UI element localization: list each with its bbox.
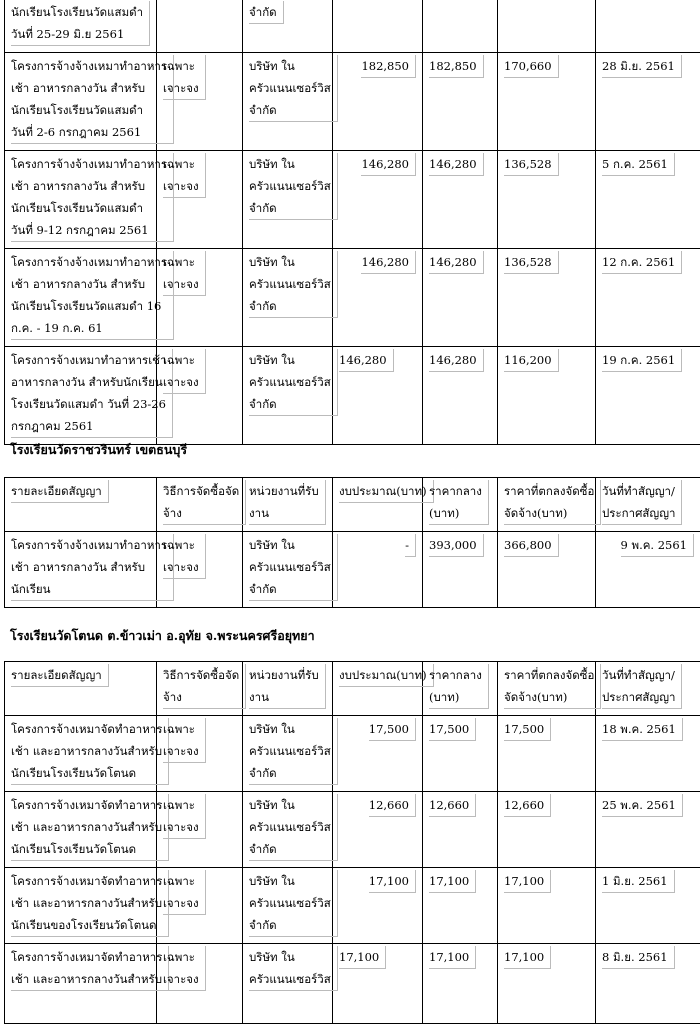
cell-line: บริษัท ใน [249,153,331,175]
cell-line: บริษัท ใน [249,718,331,740]
header-row [5,662,700,716]
cell-budget [333,532,423,608]
cell-agency [243,347,333,445]
date-value: 19 ก.ค. 2561 [602,349,682,372]
cell-detail [5,0,157,53]
cell-line: วันที่ทำสัญญา/ [602,480,675,502]
contracts-table-tanod [4,661,700,1024]
cell-line: เจาะจง [163,816,199,838]
cell-detail [5,347,157,445]
cell-line: นักเรียนโรงเรียนวัดโตนด [11,838,162,860]
price-value: 17,100 [504,946,551,969]
cell-line: โครงการจ้างเหมาจัดทำอาหาร [11,870,162,892]
cell-line: เจาะจง [163,740,199,762]
cell-line: เจาะจง [163,892,199,914]
cell-detail [5,53,157,151]
cell-detail [5,716,157,792]
cell-line: โครงการจ้างเหมาจัดทำอาหาร [11,718,162,740]
cell-budget [333,944,423,1024]
cell-date [596,944,700,1024]
cell-line: บริษัท ใน [249,794,331,816]
cell-line: ครัวแนนเซอร์วิส [249,273,331,295]
cell-line: เช้า อาหารกลางวัน สำหรับ [11,556,167,578]
cell-line: (บาท) [429,502,482,524]
column-header [423,478,498,532]
cell-detail [5,532,157,608]
cell-line: เฉพาะ [163,870,199,892]
cell-line: เช้า และอาหารกลางวันสำหรับ [11,968,162,990]
cell-line: หน่วยงานที่รับ [249,480,319,502]
cell-price [498,347,596,445]
date-value: 12 ก.ค. 2561 [602,251,682,274]
cell-line: จำกัด [249,99,331,121]
cell-line: บริษัท ใน [249,251,331,273]
cell-date [596,792,700,868]
cell-line: เฉพาะ [163,946,199,968]
price-value: 116,200 [504,349,559,372]
cell-line: โครงการจ้างเหมาจัดทำอาหาร [11,946,162,968]
cell-detail [5,868,157,944]
column-header [5,478,157,532]
cell-line: วันที่ทำสัญญา/ [602,664,675,686]
contracts-table-ratchawarin [4,477,700,608]
cell-line: โครงการจ้างจ้างเหมาทำอาหาร [11,153,167,175]
cell-budget [333,249,423,347]
cell-price [498,944,596,1024]
table-row [5,532,700,608]
cell-line: บริษัท ใน [249,870,331,892]
column-header [596,662,700,716]
cell-agency [243,53,333,151]
cell-line: หน่วยงานที่รับ [249,664,319,686]
cell-date [596,347,700,445]
budget-value: 12,660 [369,794,416,817]
cell-median [423,249,498,347]
cell-line: วันที่ 25-29 มิ.ย 2561 [11,23,143,45]
cell-line: ครัวแนนเซอร์วิส [249,816,331,838]
price-value: 136,528 [504,153,559,176]
median-value: 17,100 [429,870,476,893]
cell-median [423,868,498,944]
cell-budget [333,0,423,53]
cell-line: เช้า และอาหารกลางวันสำหรับ [11,892,162,914]
cell-line: ราคากลาง [429,664,482,686]
cell-line: เจาะจง [163,556,199,578]
cell-line: เฉพาะ [163,718,199,740]
header-row [5,478,700,532]
cell-line: เฉพาะ [163,794,199,816]
cell-line: โรงเรียนวัดแสมดำ วันที่ 23-26 [11,393,166,415]
date-value: 25 พ.ค. 2561 [602,794,683,817]
cell-line: ราคากลาง [429,480,482,502]
cell-line: จำกัด [249,197,331,219]
cell-line: งบประมาณ(บาท) [339,480,427,502]
cell-line: จ้าง [163,502,239,524]
column-header [157,662,243,716]
cell-agency [243,151,333,249]
cell-line: บริษัท ใน [249,946,331,968]
cell-price [498,249,596,347]
cell-line: เจาะจง [163,273,199,295]
column-header [243,478,333,532]
column-header [333,662,423,716]
cell-line: เช้า อาหารกลางวัน สำหรับ [11,77,167,99]
cell-line: นักเรียนของโรงเรียนวัดโตนด [11,914,162,936]
cell-line: (บาท) [429,686,482,708]
contracts-table-samaedam [4,0,700,445]
date-value: 18 พ.ค. 2561 [602,718,683,741]
cell-line: ราคาที่ตกลงจัดซื้อ [504,664,594,686]
cell-line: ครัวแนนเซอร์วิส [249,371,331,393]
cell-line: ครัวแนนเซอร์วิส [249,892,331,914]
median-value: 17,100 [429,946,476,969]
median-value: 146,280 [429,251,484,274]
cell-line: จำกัด [249,762,331,784]
cell-line: บริษัท ใน [249,349,331,371]
cell-line: ก.ค. - 19 ก.ค. 61 [11,317,167,339]
cell-line: เจาะจง [163,77,199,99]
cell-line: เจาะจง [163,371,199,393]
cell-detail [5,249,157,347]
cell-agency [243,716,333,792]
cell-line: ประกาศสัญญา [602,502,675,524]
budget-value: 146,280 [361,251,416,274]
table-row [5,53,700,151]
cell-median [423,792,498,868]
cell-line: กรกฎาคม 2561 [11,415,166,437]
date-value: 8 มิ.ย. 2561 [602,946,675,969]
cell-line: จัดจ้าง(บาท) [504,502,594,524]
cell-line: งบประมาณ(บาท) [339,664,427,686]
cell-median [423,716,498,792]
cell-line: จ้าง [163,686,239,708]
cell-median [423,944,498,1024]
cell-line: นักเรียนโรงเรียนวัดโตนด [11,762,162,784]
cell-line: เช้า และอาหารกลางวันสำหรับ [11,816,162,838]
column-header [243,662,333,716]
price-value: 17,500 [504,718,551,741]
cell-line: นักเรียนโรงเรียนวัดแสมดำ 16 [11,295,167,317]
budget-value: 146,280 [361,153,416,176]
cell-budget [333,868,423,944]
cell-line: นักเรียน [11,578,167,600]
cell-median [423,151,498,249]
cell-line: นักเรียนโรงเรียนวัดแสมดำ [11,99,167,121]
budget-value: 17,100 [339,946,386,969]
cell-detail [5,792,157,868]
column-header [333,478,423,532]
cell-date [596,0,700,53]
median-value: 182,850 [429,55,484,78]
cell-agency [243,792,333,868]
median-value: 146,280 [429,349,484,372]
table-row [5,868,700,944]
cell-date [596,151,700,249]
cell-line: ครัวแนนเซอร์วิส [249,175,331,197]
cell-method [157,944,243,1024]
table-row [5,347,700,445]
cell-line: ราคาที่ตกลงจัดซื้อ [504,480,594,502]
price-value: 17,100 [504,870,551,893]
column-header [423,662,498,716]
budget-value: - [405,534,416,557]
cell-line: จำกัด [249,578,331,600]
cell-line: เจาะจง [163,175,199,197]
cell-line: อาหารกลางวัน สำหรับนักเรียน [11,371,166,393]
budget-value: 146,280 [339,349,394,372]
table-row [5,0,700,53]
price-value: 170,660 [504,55,559,78]
date-value: 1 มิ.ย. 2561 [602,870,675,893]
school-heading-ratchawarin: โรงเรียนวัดราชวรินทร์ เขตธนบุรี [10,440,187,460]
cell-line: โครงการจ้างจ้างเหมาทำอาหาร [11,251,167,273]
cell-line: จำกัด [249,393,331,415]
date-value: 28 มิ.ย. 2561 [602,55,682,78]
cell-median [423,532,498,608]
budget-value: 182,850 [361,55,416,78]
budget-value: 17,100 [369,870,416,893]
cell-line: เฉพาะ [163,251,199,273]
cell-line: บริษัท ใน [249,55,331,77]
cell-line: รายละเอียดสัญญา [11,664,102,686]
median-value: 393,000 [429,534,484,557]
cell-agency [243,0,333,53]
cell-line: วิธีการจัดซื้อจัด [163,664,239,686]
cell-budget [333,792,423,868]
cell-detail [5,944,157,1024]
cell-budget [333,716,423,792]
column-header [5,662,157,716]
cell-detail [5,151,157,249]
cell-price [498,532,596,608]
cell-date [596,249,700,347]
cell-date [596,716,700,792]
cell-line: จำกัด [249,295,331,317]
price-value: 12,660 [504,794,551,817]
cell-agency [243,249,333,347]
cell-line: เฉพาะ [163,153,199,175]
cell-line: โครงการจ้างเหมาทำอาหารเช้า [11,349,166,371]
cell-line: เฉพาะ [163,55,199,77]
cell-agency [243,944,333,1024]
cell-line: เช้า และอาหารกลางวันสำหรับ [11,740,162,762]
cell-line: งาน [249,502,319,524]
cell-agency [243,532,333,608]
cell-line: เช้า อาหารกลางวัน สำหรับ [11,175,167,197]
cell-date [596,532,700,608]
cell-line: ประกาศสัญญา [602,686,675,708]
cell-median [423,53,498,151]
table-row [5,944,700,1024]
cell-budget [333,347,423,445]
cell-line: เจาะจง [163,968,199,990]
cell-budget [333,53,423,151]
cell-line: บริษัท ใน [249,534,331,556]
cell-line: รายละเอียดสัญญา [11,480,102,502]
school-heading-tanod: โรงเรียนวัดโตนด ต.ข้าวเม่า อ.อุทัย จ.พระนครศรีอยุทยา [10,626,315,646]
cell-line: วันที่ 2-6 กรกฎาคม 2561 [11,121,167,143]
date-value: 9 พ.ค. 2561 [621,534,694,557]
cell-price [498,151,596,249]
cell-line: ครัวแนนเซอร์วิส [249,740,331,762]
median-value: 17,500 [429,718,476,741]
median-value: 12,660 [429,794,476,817]
cell-line: จำกัด [249,838,331,860]
cell-date [596,868,700,944]
cell-line: นักเรียนโรงเรียนวัดแสมดำ [11,197,167,219]
cell-line: โครงการจ้างจ้างเหมาทำอาหาร [11,534,167,556]
table-row [5,151,700,249]
cell-line: โครงการจ้างเหมาจัดทำอาหาร [11,794,162,816]
cell-agency [243,868,333,944]
cell-line: โครงการจ้างจ้างเหมาทำอาหาร [11,55,167,77]
cell-price [498,53,596,151]
cell-price [498,792,596,868]
cell-line: จำกัด [249,1,277,23]
column-header [157,478,243,532]
cell-line: วิธีการจัดซื้อจัด [163,480,239,502]
cell-line: เฉพาะ [163,349,199,371]
median-value: 146,280 [429,153,484,176]
price-value: 366,800 [504,534,559,557]
cell-line: เฉพาะ [163,534,199,556]
cell-median [423,0,498,53]
cell-price [498,0,596,53]
column-header [498,662,596,716]
cell-price [498,716,596,792]
table-row [5,249,700,347]
cell-line: เช้า อาหารกลางวัน สำหรับ [11,273,167,295]
cell-line: จัดจ้าง(บาท) [504,686,594,708]
column-header [596,478,700,532]
column-header [498,478,596,532]
cell-median [423,347,498,445]
table-row [5,792,700,868]
table-row [5,716,700,792]
cell-line: ครัวแนนเซอร์วิส [249,77,331,99]
cell-date [596,53,700,151]
budget-value: 17,500 [369,718,416,741]
cell-line: วันที่ 9-12 กรกฎาคม 2561 [11,219,167,241]
cell-budget [333,151,423,249]
cell-price [498,868,596,944]
cell-line: ครัวแนนเซอร์วิส [249,968,331,990]
cell-line: งาน [249,686,319,708]
cell-line: ครัวแนนเซอร์วิส [249,556,331,578]
cell-method [157,0,243,53]
cell-line: จำกัด [249,914,331,936]
cell-line: นักเรียนโรงเรียนวัดแสมดำ [11,1,143,23]
price-value: 136,528 [504,251,559,274]
date-value: 5 ก.ค. 2561 [602,153,675,176]
